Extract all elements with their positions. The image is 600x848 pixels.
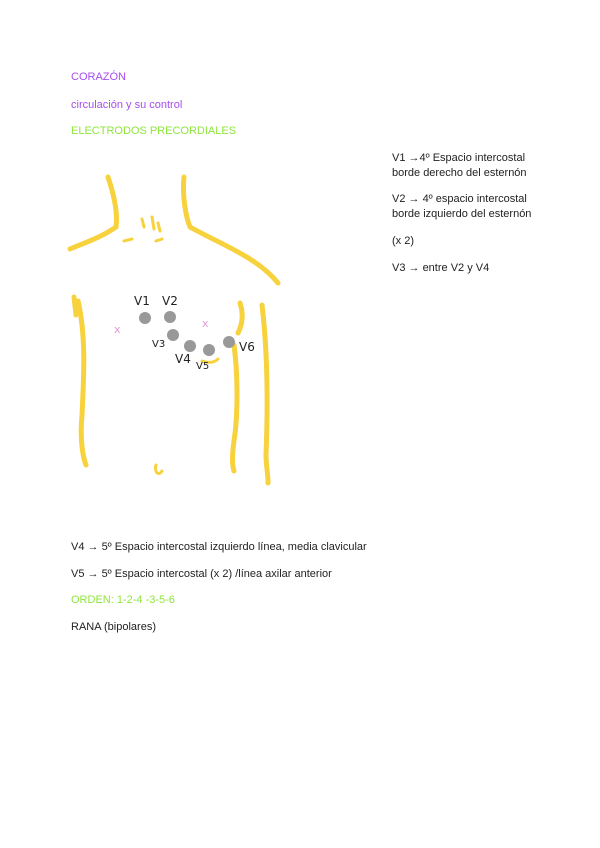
- order-note: ORDEN: 1-2-4 -3-5-6: [71, 594, 175, 606]
- v2-line-2: borde izquierdo del esternón: [392, 208, 532, 220]
- label-v3: V3: [152, 339, 166, 350]
- v3-description: V3 → entre V2 y V4: [392, 262, 490, 274]
- label-v5: V5: [196, 361, 210, 372]
- chest-electrode-sketch: [62, 165, 302, 505]
- v1-line-2: borde derecho del esternón: [392, 167, 527, 179]
- electrode-v3: [167, 329, 179, 341]
- v2-line-1: V2 → 4º espacio intercostal: [392, 193, 527, 205]
- cross-mark-right: x: [202, 317, 209, 330]
- cross-marks: [114, 317, 209, 336]
- section-heading: ELECTRODOS PRECORDIALES: [71, 125, 237, 137]
- electrode-v2: [164, 311, 176, 323]
- electrode-v6: [223, 336, 235, 348]
- electrode-v4: [184, 340, 196, 352]
- rana-note: RANA (bipolares): [71, 621, 156, 633]
- v4-description: V4 → 5º Espacio intercostal izquierdo línea, media clavicular: [71, 541, 367, 553]
- v5-description: V5 → 5º Espacio intercostal (x 2) /línea axilar anterior: [71, 568, 332, 580]
- electrode-v5: [203, 344, 215, 356]
- electrode-v1: [139, 312, 151, 324]
- page-subtitle: circulación y su control: [71, 99, 183, 111]
- page-title: CORAZÓN: [71, 71, 126, 83]
- label-v1: V1: [134, 294, 150, 308]
- cross-mark-left: x: [114, 323, 121, 336]
- label-v6: V6: [239, 340, 255, 354]
- x2-note: (x 2): [392, 235, 414, 247]
- v1-line-1: V1 →4º Espacio intercostal: [392, 152, 526, 164]
- label-v2: V2: [162, 294, 178, 308]
- label-v4: V4: [175, 352, 191, 366]
